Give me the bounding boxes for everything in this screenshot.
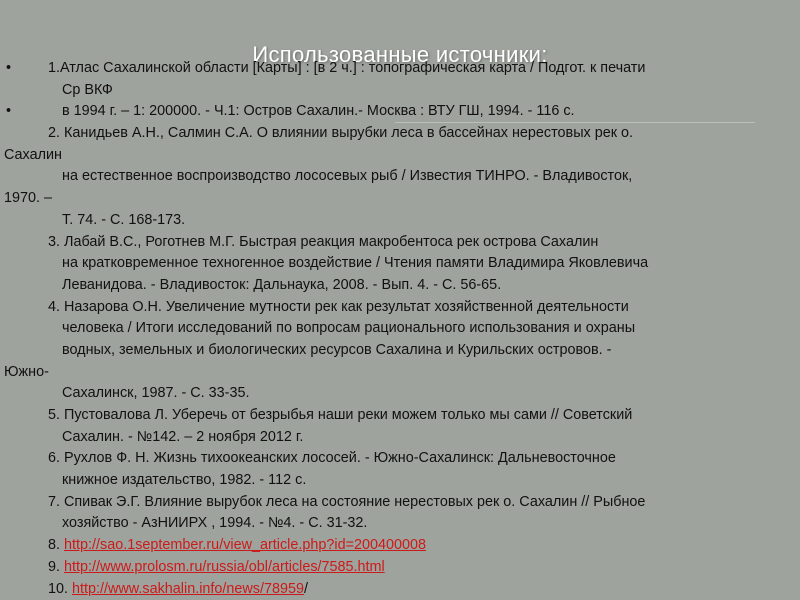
reference-text: в 1994 г. – 1: 200000. - Ч.1: Остров Сахалин.- Москва : ВТУ ГШ, 1994. - 116 с. bbox=[62, 103, 575, 120]
reference-link-line bbox=[4, 557, 796, 579]
reference-line bbox=[4, 492, 796, 514]
reference-line bbox=[4, 166, 796, 188]
reference-number: 10. bbox=[48, 580, 73, 597]
reference-line bbox=[4, 123, 796, 145]
reference-text: Сахалин bbox=[4, 146, 62, 163]
reference-text: 7. Спивак Э.Г. Влияние вырубок леса на состояние нерестовых рек о. Сахалин // Рыбное bbox=[48, 493, 646, 510]
reference-line bbox=[4, 297, 796, 319]
reference-link[interactable]: http://www.sakhalin.info/news/78959 bbox=[72, 580, 305, 597]
reference-line bbox=[4, 188, 796, 210]
reference-line bbox=[4, 448, 796, 470]
reference-text: человека / Итоги исследований по вопросам рационального использования и охраны bbox=[62, 320, 636, 337]
reference-line bbox=[4, 58, 796, 80]
reference-link-line bbox=[4, 535, 796, 557]
reference-line bbox=[4, 232, 796, 254]
reference-line bbox=[4, 210, 796, 232]
reference-line bbox=[4, 275, 796, 297]
reference-text: Т. 74. - С. 168-173. bbox=[62, 211, 186, 228]
references-list bbox=[4, 58, 796, 600]
reference-link-line bbox=[4, 579, 796, 600]
reference-text: Ср ВКФ bbox=[62, 81, 113, 98]
reference-suffix: / bbox=[304, 580, 309, 597]
reference-text: 2. Канидьев А.Н., Салмин С.А. О влиянии вырубки леса в бассейнах нерестовых рек о. bbox=[48, 125, 634, 142]
reference-line bbox=[4, 253, 796, 275]
reference-text: 3. Лабай В.С., Роготнев М.Г. Быстрая реакция макробентоса рек острова Сахалин bbox=[48, 233, 599, 250]
reference-line bbox=[4, 340, 796, 362]
reference-text: на кратковременное техногенное воздействие / Чтения памяти Владимира Яковлевича bbox=[62, 255, 649, 272]
reference-text: водных, земельных и биологических ресурсов Сахалина и Курильских островов. - bbox=[62, 341, 612, 358]
reference-text: 1.Атлас Сахалинской области [Карты] : [в 2 ч.] : топографическая карта / Подгот. к печати bbox=[48, 60, 646, 76]
reference-line bbox=[4, 427, 796, 449]
reference-text: Сахалин. - №142. – 2 ноября 2012 г. bbox=[62, 428, 304, 445]
reference-line bbox=[4, 101, 796, 123]
reference-text: хозяйство - АзНИИРХ , 1994. - №4. - С. 31-32. bbox=[62, 515, 368, 532]
reference-link[interactable]: http://sao.1september.ru/view_article.php?id=200400008 bbox=[64, 537, 427, 554]
reference-link[interactable]: http://www.prolosm.ru/russia/obl/articles/7585.html bbox=[64, 558, 385, 575]
reference-line bbox=[4, 470, 796, 492]
slide-title: Использованные источники: bbox=[252, 42, 548, 67]
reference-number: 8. bbox=[48, 537, 64, 554]
reference-line bbox=[4, 318, 796, 340]
reference-text: 1970. – bbox=[4, 190, 53, 207]
reference-text: Леванидова. - Владивосток: Дальнаука, 2008. - Вып. 4. - С. 56-65. bbox=[62, 276, 502, 293]
reference-text: 4. Назарова О.Н. Увеличение мутности рек как результат хозяйственной деятельности bbox=[48, 298, 629, 315]
reference-text: Южно- bbox=[4, 363, 49, 380]
reference-line bbox=[4, 362, 796, 384]
reference-line bbox=[4, 145, 796, 167]
reference-text: 6. Рухлов Ф. Н. Жизнь тихоокеанских лососей. - Южно-Сахалинск: Дальневосточное bbox=[48, 450, 616, 467]
reference-text: 5. Пустовалова Л. Уберечь от безрыбья наши реки можем только мы сами // Советский bbox=[48, 407, 633, 423]
reference-text: на естественное воспроизводство лососевых рыб / Известия ТИНРО. - Владивосток, bbox=[62, 168, 633, 185]
reference-line bbox=[4, 383, 796, 405]
reference-text: Сахалинск, 1987. - С. 33-35. bbox=[62, 385, 250, 402]
reference-line bbox=[4, 80, 796, 102]
reference-line bbox=[4, 405, 796, 427]
reference-text: книжное издательство, 1982. - 112 с. bbox=[62, 472, 307, 489]
reference-number: 9. bbox=[48, 558, 64, 575]
reference-line bbox=[4, 513, 796, 535]
bullet-icon: • bbox=[6, 103, 12, 120]
bullet-icon: • bbox=[6, 60, 12, 76]
